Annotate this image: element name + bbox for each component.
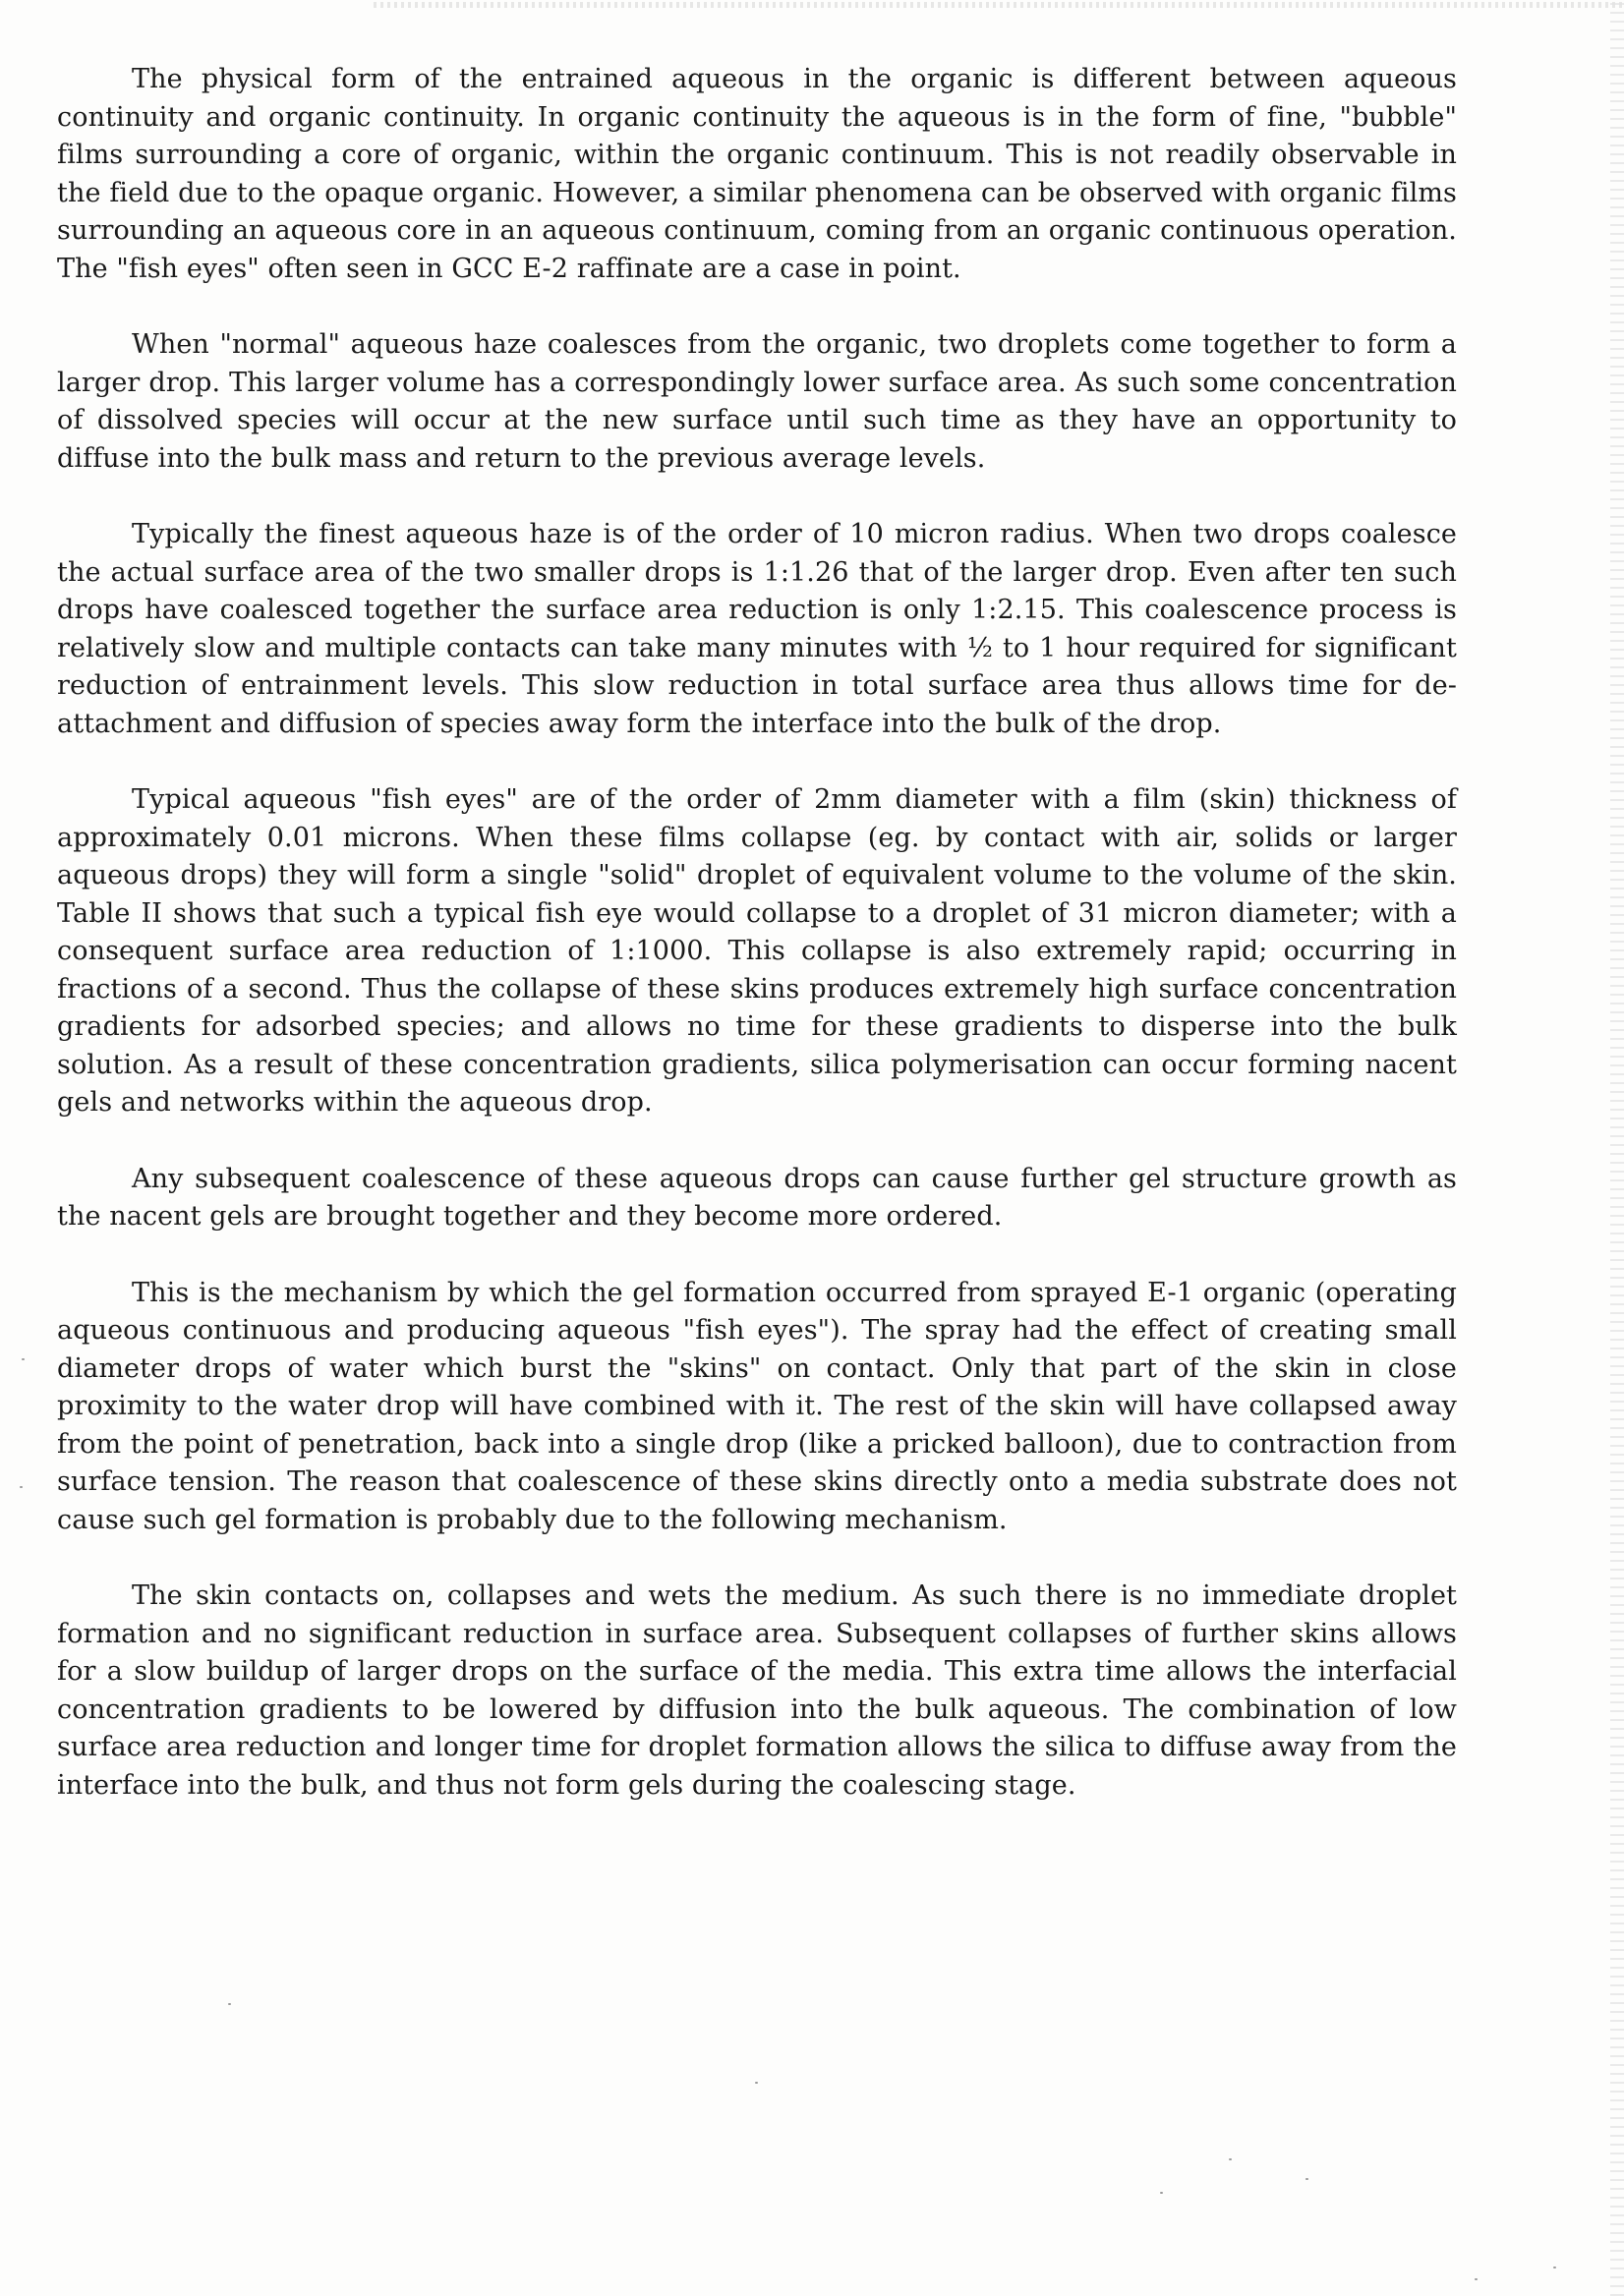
document-body [57, 61, 1457, 1843]
paragraph-finest-haze: Typically the finest aqueous haze is of the order of 10 micron radius. When two drops coalesce the actual surface area of the two smaller drops is 1:1.26 that of the larger drop. Even after ten such drops have coalesced together the surface area reduction is only 1:2.15. This coalescence process is relatively slow and multiple contacts can take many minutes with ½ to 1 hour required for significant reduction of entrainment levels. This slow reduction in total surface area thus allows time for de-attachment and diffusion of species away form the interface into the bulk of the drop. [57, 519, 1457, 739]
scan-edge-top [374, 2, 1624, 8]
scan-edge-right [1610, 0, 1624, 2296]
paragraph-skin-contacts: The skin contacts on, collapses and wets the medium. As such there is no immediate droplet formation and no significant reduction in surface area. Subsequent collapses of further skins allows for a slow buildup of larger drops on the surface of the media. This extra time allows the interfacial concentration gradients to be lowered by diffusion into the bulk aqueous. The combination of low surface area reduction and longer time for droplet formation allows the silica to diffuse away from the interface into the bulk, and thus not form gels during the coalescing stage. [57, 1580, 1457, 1801]
paragraph-physical-form: The physical form of the entrained aqueous in the organic is different between aqueous continuity and organic continuity. In organic continuity the aqueous is in the form of fine, "bubble" films surrounding a core of organic, within the organic continuum. This is not readily observable in the field due to the opaque organic. However, a similar phenomena can be observed with organic films surrounding an aqueous core in an aqueous continuum, coming from an organic continuous operation. The "fish eyes" often seen in GCC E-2 raffinate are a case in point. [57, 64, 1457, 284]
paragraph-gel-mechanism: This is the mechanism by which the gel formation occurred from sprayed E-1 organic (operating aqueous continuous and producing aqueous "fish eyes"). The spray had the effect of creating small diameter drops of water which burst the "skins" on contact. Only that part of the skin in close proximity to the water drop will have combined with it. The rest of the skin will have collapsed away from the point of penetration, back into a single drop (like a pricked balloon), due to contraction from surface tension. The reason that coalescence of these skins directly onto a media substrate does not cause such gel formation is probably due to the following mechanism. [57, 1277, 1457, 1535]
paragraph-subsequent-coalescence: Any subsequent coalescence of these aqueous drops can cause further gel structure growth as the nacent gels are brought together and they become more ordered. [57, 1163, 1457, 1232]
paragraph-fish-eyes: Typical aqueous "fish eyes" are of the order of 2mm diameter with a film (skin) thickness of approximately 0.01 microns. When these films collapse (eg. by contact with air, solids or larger aqueous drops) they will form a single "solid" droplet of equivalent volume to the volume of the skin. Table II shows that such a typical fish eye would collapse to a droplet of 31 micron diameter; with a consequent surface area reduction of 1:1000. This collapse is also extremely rapid; occurring in fractions of a second. Thus the collapse of these skins produces extremely high surface concentration gradients for adsorbed species; and allows no time for these gradients to disperse into the bulk solution. As a result of these concentration gradients, silica polymerisation can occur forming nacent gels and networks within the aqueous drop. [57, 784, 1457, 1118]
paragraph-normal-haze: When "normal" aqueous haze coalesces from the organic, two droplets come together to form a larger drop. This larger volume has a correspondingly lower surface area. As such some concentration of dissolved species will occur at the new surface until such time as they have an opportunity to diffuse into the bulk mass and return to the previous average levels. [57, 329, 1457, 474]
